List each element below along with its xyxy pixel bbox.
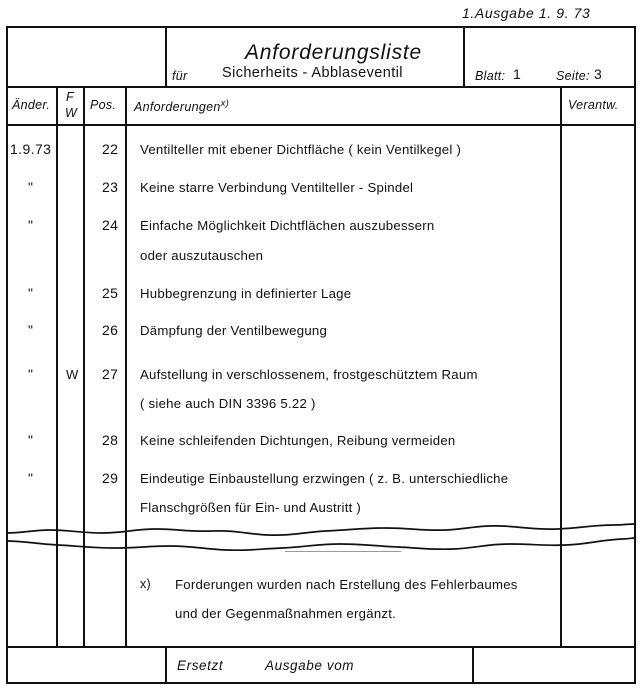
title-block-right-rule bbox=[463, 26, 465, 86]
column-header-f: F bbox=[66, 90, 74, 104]
table-row-requirement-line2: Flanschgrößen für Ein- und Austritt ) bbox=[140, 500, 362, 515]
frame-bottom-border bbox=[6, 682, 636, 684]
column-header-requirements bbox=[134, 99, 229, 114]
footnote-superscript-marker: x) bbox=[220, 98, 230, 109]
page-break-tear-lower bbox=[6, 535, 634, 555]
frame-right-border bbox=[634, 26, 636, 684]
column-rule-fw bbox=[83, 86, 85, 646]
table-row-change: 1.9.73 bbox=[10, 141, 52, 157]
issue-stamp: 1.Ausgabe 1. 9. 73 bbox=[462, 5, 591, 21]
column-header-responsible: Verantw. bbox=[568, 98, 619, 112]
title-band-bottom-rule bbox=[6, 86, 634, 88]
table-row-pos: 27 bbox=[102, 366, 119, 382]
table-row-requirement: Keine starre Verbindung Ventilteller - Spindel bbox=[140, 180, 414, 195]
column-header-change: Änder. bbox=[12, 98, 51, 112]
sheet-value: 1 bbox=[513, 66, 522, 82]
table-row-change: " bbox=[28, 179, 34, 195]
column-header-pos: Pos. bbox=[90, 98, 117, 112]
table-row-requirement: Ventilteller mit ebener Dichtfläche ( kein Ventilkegel ) bbox=[140, 142, 462, 157]
sheet-label: Blatt: bbox=[475, 69, 506, 83]
footer-top-rule bbox=[6, 646, 634, 648]
table-row-change: " bbox=[28, 470, 34, 486]
table-row-requirement: Eindeutige Einbaustellung erzwingen ( z. B. unterschiedliche bbox=[140, 471, 509, 486]
footer-issue-from-label: Ausgabe vom bbox=[265, 658, 355, 673]
title-block-left-rule bbox=[165, 26, 167, 86]
footnote-separator-rule bbox=[285, 551, 401, 552]
for-label: für bbox=[172, 69, 188, 83]
table-row-requirement: Keine schleifenden Dichtungen, Reibung vermeiden bbox=[140, 433, 456, 448]
table-row-pos: 29 bbox=[102, 470, 119, 486]
table-row-pos: 23 bbox=[102, 179, 119, 195]
table-row-change: " bbox=[28, 366, 34, 382]
footnote-marker: x) bbox=[140, 577, 151, 591]
table-row-requirement-line2: ( siehe auch DIN 3396 5.22 ) bbox=[140, 396, 316, 411]
footnote-line-1: Forderungen wurden nach Erstellung des Fehlerbaumes bbox=[175, 577, 518, 592]
table-row-fw: W bbox=[66, 367, 79, 382]
footer-rule-left bbox=[165, 646, 167, 684]
column-header-w: W bbox=[65, 106, 78, 120]
column-rule-responsible bbox=[560, 86, 562, 646]
table-row-requirement: Aufstellung in verschlossenem, frostgeschütztem Raum bbox=[140, 367, 478, 382]
table-row-pos: 26 bbox=[102, 322, 119, 338]
table-row-change: " bbox=[28, 285, 34, 301]
table-row-change: " bbox=[28, 322, 34, 338]
table-row-change: " bbox=[28, 217, 34, 233]
table-row-change: " bbox=[28, 432, 34, 448]
table-row-requirement-line2: oder auszutauschen bbox=[140, 248, 264, 263]
footer-rule-right bbox=[472, 646, 474, 684]
footer-replaced-label: Ersetzt bbox=[177, 658, 224, 673]
column-header-bottom-rule bbox=[6, 124, 634, 126]
page-value: 3 bbox=[594, 66, 603, 82]
document-subject: Sicherheits - Abblaseventil bbox=[222, 65, 403, 81]
table-row-pos: 25 bbox=[102, 285, 119, 301]
frame-top-border bbox=[6, 26, 636, 28]
table-row-requirement: Einfache Möglichkeit Dichtflächen auszubessern bbox=[140, 218, 435, 233]
table-row-requirement: Hubbegrenzung in definierter Lage bbox=[140, 286, 352, 301]
column-header-requirements-text: Anforderungen bbox=[134, 100, 221, 115]
footnote-line-2: und der Gegenmaßnahmen ergänzt. bbox=[175, 606, 397, 621]
table-row-pos: 22 bbox=[102, 141, 119, 157]
column-rule-change bbox=[56, 86, 58, 646]
table-row-pos: 24 bbox=[102, 217, 119, 233]
document-title: Anforderungsliste bbox=[245, 41, 423, 64]
table-row-requirement: Dämpfung der Ventilbewegung bbox=[140, 323, 328, 338]
column-rule-pos bbox=[125, 86, 127, 646]
page-label: Seite: bbox=[556, 69, 590, 83]
table-row-pos: 28 bbox=[102, 432, 119, 448]
